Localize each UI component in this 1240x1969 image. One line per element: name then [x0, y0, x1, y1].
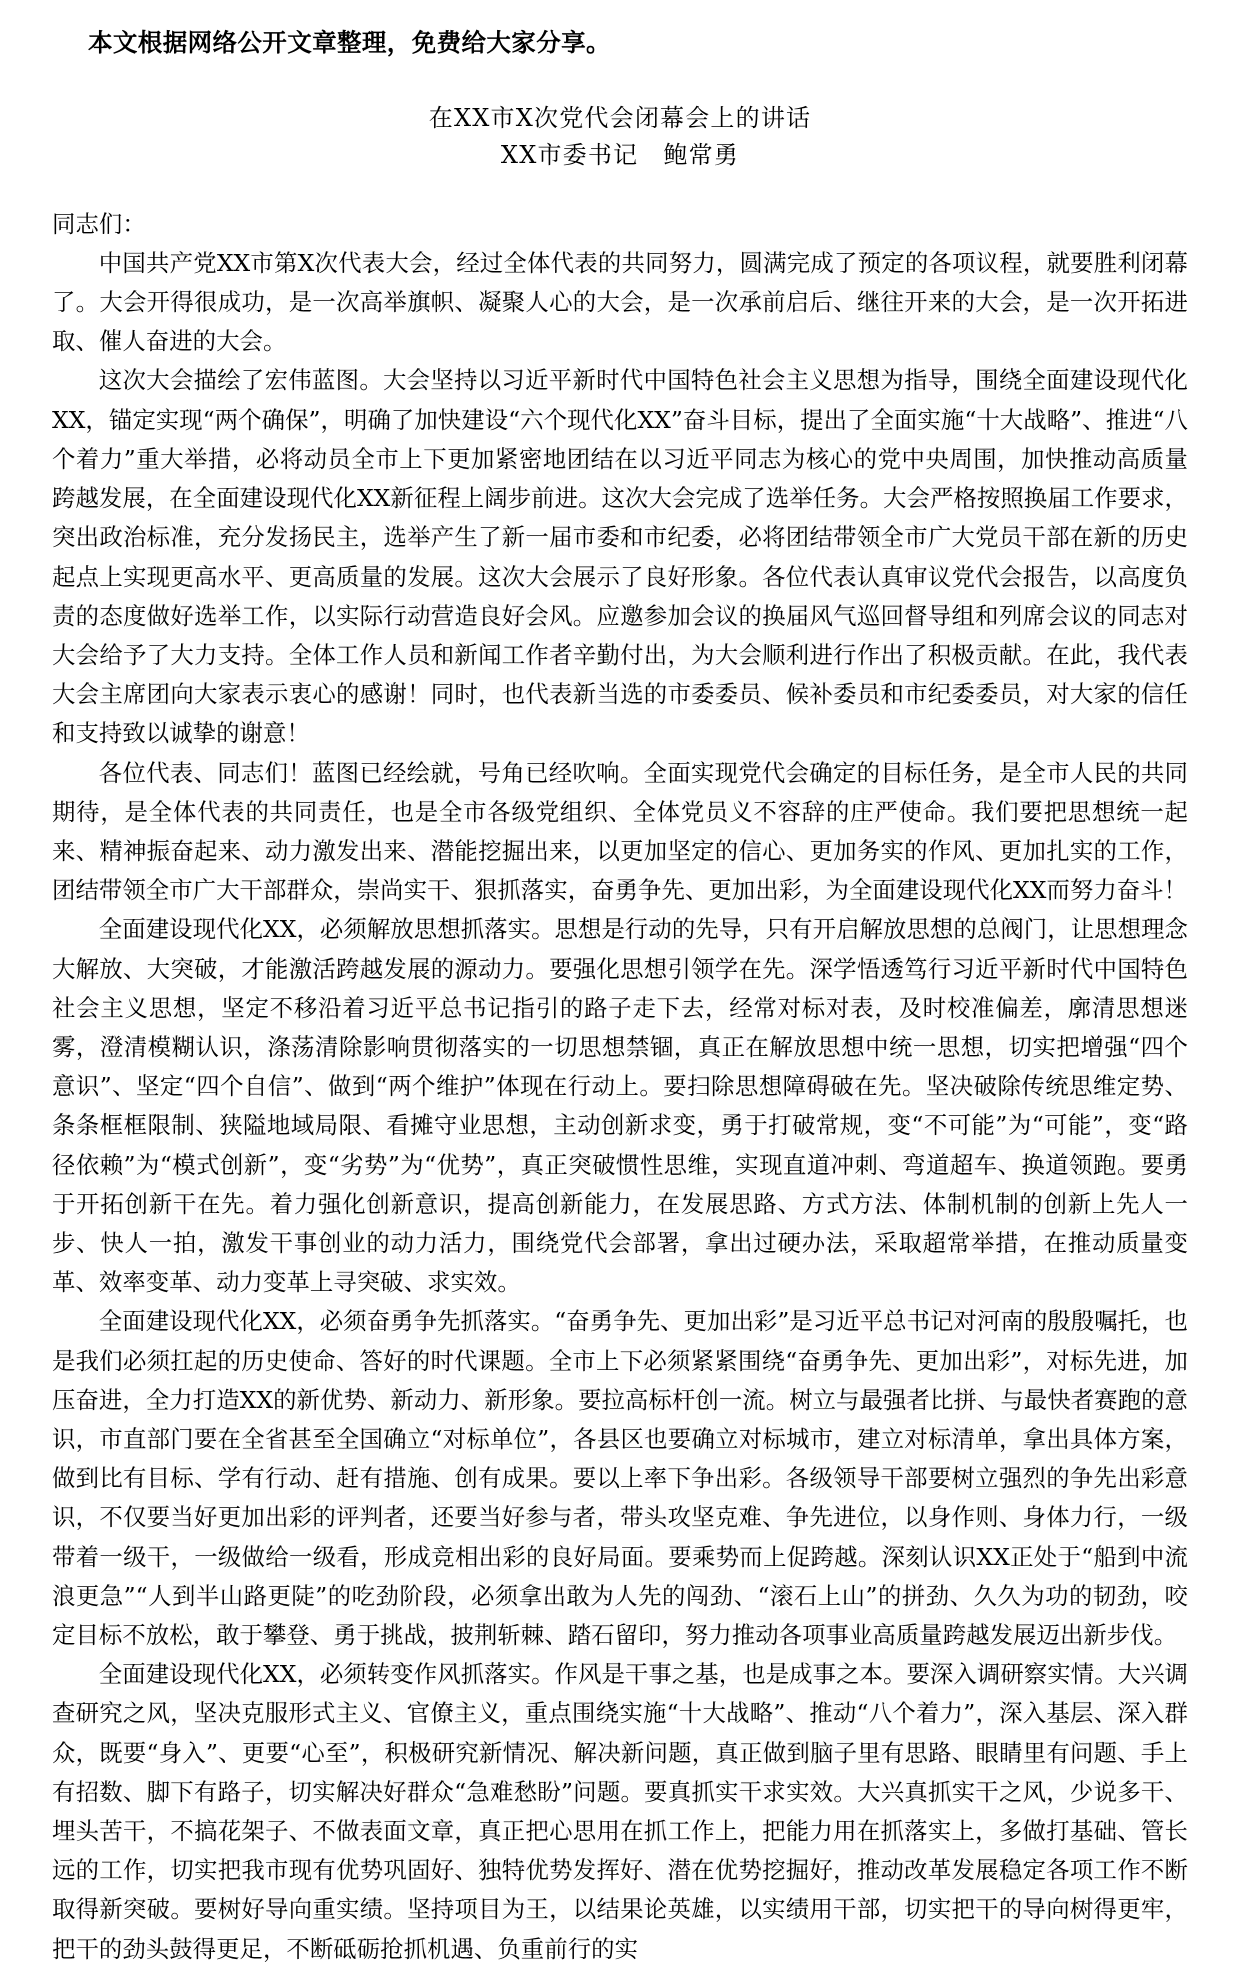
salutation: 同志们： [52, 209, 146, 238]
body-paragraph: 各位代表、同志们！蓝图已经绘就，号角已经吹响。全面实现党代会确定的目标任务，是全市人民的共同期待，是全体代表的共同责任，也是全市各级党组织、全体党员义不容辞的庄严使命。我们要把思想统一起来、精神振奋起来、动力激发出来、潜能挖掘出来，以更加坚定的信心、更加务实的作风、更加扎实的工作，团结带领全市广大干部群众，崇尚实干、狠抓落实，奋勇争先、更加出彩，为全面建设现代化XX而努力奋斗！ [52, 758, 1188, 905]
document-byline: XX市委书记 鲍常勇 [500, 141, 740, 170]
title-block [52, 100, 1188, 174]
body-paragraph: 中国共产党XX市第X次代表大会，经过全体代表的共同努力，圆满完成了预定的各项议程，就要胜利闭幕了。大会开得很成功，是一次高举旗帜、凝聚人心的大会，是一次承前启后、继往开来的大会，是一次开拓进取、催人奋进的大会。 [52, 248, 1188, 356]
body-paragraph: 全面建设现代化XX，必须转变作风抓落实。作风是干事之基，也是成事之本。要深入调研察实情。大兴调查研究之风，坚决克服形式主义、官僚主义，重点围绕实施“十大战略”、推动“八个着力”，深入基层、深入群众，既要“身入”、更要“心至”，积极研究新情况、解决新问题，真正做到脑子里有思路、眼睛里有问题、手上有招数、脚下有路子，切实解决好群众“急难愁盼”问题。要真抓实干求实效。大兴真抓实干之风，少说多干、埋头苦干，不搞花架子、不做表面文章，真正把心思用在抓工作上，把能力用在抓落实上，多做打基础、管长远的工作，切实把我市现有优势巩固好、独特优势发挥好、潜在优势挖掘好，推动改革发展稳定各项工作不断取得新突破。要树好导向重实绩。坚持项目为王，以结果论英雄，以实绩用干部，切实把干的导向树得更牢，把干的劲头鼓得更足，不断砥砺抢抓机遇、负重前行的实 [52, 1660, 1188, 1963]
page-notice-header: 本文根据网络公开文章整理，免费给大家分享。 [88, 28, 611, 57]
body-paragraph: 全面建设现代化XX，必须解放思想抓落实。思想是行动的先导，只有开启解放思想的总阀门，让思想理念大解放、大突破，才能激活跨越发展的源动力。要强化思想引领学在先。深学悟透笃行习近平新时代中国特色社会主义思想，坚定不移沿着习近平总书记指引的路子走下去，经常对标对表，及时校准偏差，廓清思想迷雾，澄清模糊认识，涤荡清除影响贯彻落实的一切思想禁锢，真正在解放思想中统一思想，切实把增强“四个意识”、坚定“四个自信”、做到“两个维护”体现在行动上。要扫除思想障碍破在先。坚决破除传统思维定势、条条框框限制、狭隘地域局限、看摊守业思想，主动创新求变，勇于打破常规，变“不可能”为“可能”，变“路径依赖”为“模式创新”，变“劣势”为“优势”，真正突破惯性思维，实现直道冲刺、弯道超车、换道领跑。要勇于开拓创新干在先。着力强化创新意识，提高创新能力，在发展思路、方式方法、体制机制的创新上先人一步、快人一拍，激发干事创业的动力活力，围绕党代会部署，拿出过硬办法，采取超常举措，在推动质量变革、效率变革、动力变革上寻突破、求实效。 [52, 915, 1188, 1297]
document-title: 在XX市X次党代会闭幕会上的讲话 [428, 104, 812, 133]
body-paragraph: 这次大会描绘了宏伟蓝图。大会坚持以习近平新时代中国特色社会主义思想为指导，围绕全面建设现代化XX，锚定实现“两个确保”，明确了加快建设“六个现代化XX”奋斗目标，提出了全面实施“十大战略”、推进“八个着力”重大举措，必将动员全市上下更加紧密地团结在以习近平同志为核心的党中央周围，加快推动高质量跨越发展，在全面建设现代化XX新征程上阔步前进。这次大会完成了选举任务。大会严格按照换届工作要求，突出政治标准，充分发扬民主，选举产生了新一届市委和市纪委，必将团结带领全市广大党员干部在新的历史起点上实现更高水平、更高质量的发展。这次大会展示了良好形象。各位代表认真审议党代会报告，以高度负责的态度做好选举工作，以实际行动营造良好会风。应邀参加会议的换届风气巡回督导组和列席会议的同志对大会给予了大力支持。全体工作人员和新闻工作者辛勤付出，为大会顺利进行作出了积极贡献。在此，我代表大会主席团向大家表示衷心的感谢！同时，也代表新当选的市委委员、候补委员和市纪委委员，对大家的信任和支持致以诚挚的谢意！ [52, 366, 1188, 748]
document-body [52, 205, 1188, 1969]
body-paragraph: 全面建设现代化XX，必须奋勇争先抓落实。“奋勇争先、更加出彩”是习近平总书记对河南的殷殷嘱托，也是我们必须扛起的历史使命、答好的时代课题。全市上下必须紧紧围绕“奋勇争先、更加出彩”，对标先进，加压奋进，全力打造XX的新优势、新动力、新形象。要拉高标杆创一流。树立与最强者比拼、与最快者赛跑的意识，市直部门要在全省甚至全国确立“对标单位”，各县区也要确立对标城市，建立对标清单，拿出具体方案，做到比有目标、学有行动、赶有措施、创有成果。要以上率下争出彩。各级领导干部要树立强烈的争先出彩意识，不仅要当好更加出彩的评判者，还要当好参与者，带头攻坚克难、争先进位，以身作则、身体力行，一级带着一级干，一级做给一级看，形成竞相出彩的良好局面。要乘势而上促跨越。深刻认识XX正处于“船到中流浪更急”“人到半山路更陡”的吃劲阶段，必须拿出敢为人先的闯劲、“滚石上山”的拼劲、久久为功的韧劲，咬定目标不放松，敢于攀登、勇于挑战，披荆斩棘、踏石留印，努力推动各项事业高质量跨越发展迈出新步伐。 [52, 1307, 1188, 1649]
